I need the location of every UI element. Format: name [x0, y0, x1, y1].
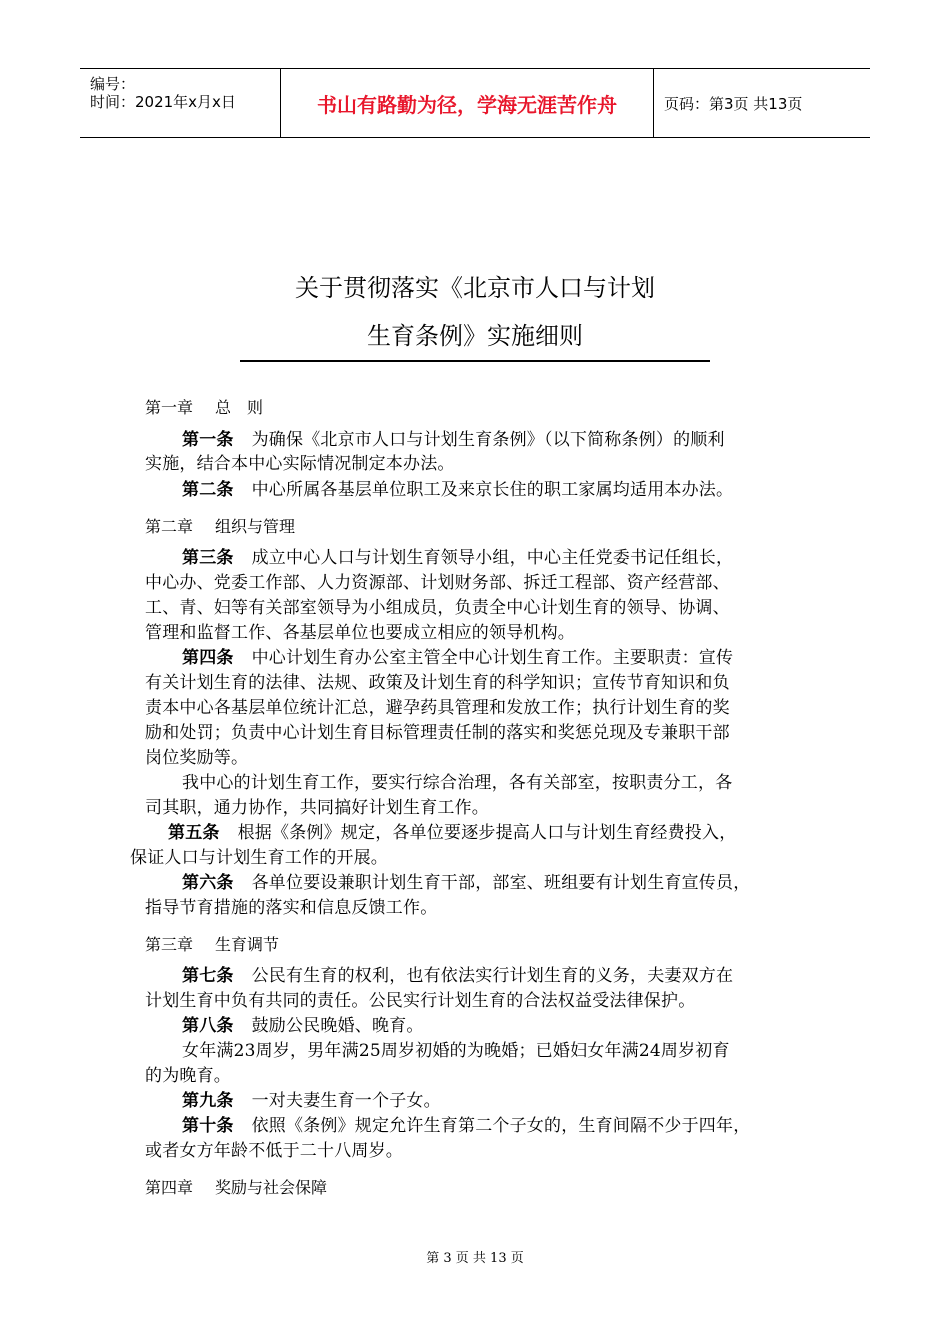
article-4	[182, 646, 842, 670]
header-divider	[653, 69, 654, 137]
article-label: 第七条	[182, 966, 234, 986]
article-text-line: 工、青、妇等有关部室领导为小组成员，负责全中心计划生育的领导、协调、	[145, 598, 730, 618]
document-title-line2: 生育条例》实施细则	[367, 322, 583, 350]
article-text-line: 实施，结合本中心实际情况制定本办法。	[145, 454, 455, 474]
article-text-line: 女年满23周岁，男年满25周岁初婚的为晚婚；已婚妇女年满24周岁初育	[182, 1041, 730, 1061]
article-text: 中心所属各基层单位职工及来京长住的职工家属均适用本办法。	[251, 480, 734, 500]
article-text-line: 的为晚育。	[145, 1066, 231, 1086]
article-label: 第三条	[182, 548, 234, 568]
article-text-line: 有关计划生育的法律、法规、政策及计划生育的科学知识；宣传节育知识和负	[145, 673, 730, 693]
article-label: 第十条	[182, 1116, 234, 1136]
article-text-line: 我中心的计划生育工作，要实行综合治理，各有关部室，按职责分工，各	[182, 773, 733, 793]
article-text: 一对夫妻生育一个子女。	[251, 1091, 441, 1111]
article-label: 第五条	[168, 823, 220, 843]
time-label: 时间：2021年x月x日	[90, 93, 236, 111]
header-page-label: 页码：第3页 共13页	[664, 94, 803, 113]
article-text: 中心计划生育办公室主管全中心计划生育工作。主要职责：宣传	[251, 648, 734, 668]
article-label: 第四条	[182, 648, 234, 668]
chapter-heading-4	[145, 1175, 327, 1198]
chapter-name: 生育调节	[215, 935, 280, 954]
article-7	[182, 964, 842, 988]
article-6	[182, 871, 842, 895]
article-text: 成立中心人口与计划生育领导小组，中心主任党委书记任组长，	[251, 548, 734, 568]
chapter-heading-3	[145, 932, 279, 955]
chapter-heading-2	[145, 514, 295, 537]
article-label: 第一条	[182, 430, 234, 450]
code-label: 编号：	[90, 75, 136, 93]
chapter-name: 组织与管理	[215, 517, 296, 536]
title-underline	[240, 360, 710, 362]
article-text-line: 司其职，通力协作，共同搞好计划生育工作。	[145, 798, 489, 818]
article-label: 第二条	[182, 480, 234, 500]
article-text: 依照《条例》规定允许生育第二个子女的，生育间隔不少于四年，	[251, 1116, 751, 1136]
chapter-name: 总 则	[215, 398, 264, 417]
article-text: 为确保《北京市人口与计划生育条例》（以下简称条例）的顺利	[251, 430, 725, 450]
chapter-name: 奖励与社会保障	[215, 1178, 328, 1197]
article-10	[182, 1114, 842, 1138]
article-text-line: 中心办、党委工作部、人力资源部、计划财务部、拆迁工程部、资产经营部、	[145, 573, 730, 593]
chapter-heading-1	[145, 395, 263, 418]
chapter-number: 第二章	[145, 517, 194, 536]
header-table	[80, 68, 870, 138]
article-9	[182, 1089, 842, 1113]
article-3	[182, 546, 842, 570]
article-label: 第六条	[182, 873, 234, 893]
article-text-line: 岗位奖励等。	[145, 748, 249, 768]
article-text-line: 管理和监督工作、各基层单位也要成立相应的领导机构。	[145, 623, 575, 643]
article-text-line: 励和处罚；负责中心计划生育目标管理责任制的落实和奖惩兑现及专兼职干部	[145, 723, 730, 743]
article-text-line: 指导节育措施的落实和信息反馈工作。	[145, 898, 438, 918]
header-motto: 书山有路勤为径，学海无涯苦作舟	[317, 92, 617, 117]
article-2	[182, 478, 842, 502]
article-text: 根据《条例》规定，各单位要逐步提高人口与计划生育经费投入，	[237, 823, 737, 843]
header-meta-cell	[80, 69, 280, 137]
article-text-line: 计划生育中负有共同的责任。公民实行计划生育的合法权益受法律保护。	[145, 991, 696, 1011]
page-footer: 第 3 页 共 13 页	[426, 1251, 524, 1266]
chapter-number: 第三章	[145, 935, 194, 954]
article-text: 公民有生育的权利，也有依法实行计划生育的义务，夫妻双方在	[251, 966, 734, 986]
article-8	[182, 1014, 842, 1038]
article-label: 第八条	[182, 1016, 234, 1036]
article-text-line: 或者女方年龄不低于二十八周岁。	[145, 1141, 403, 1161]
article-text: 各单位要设兼职计划生育干部，部室、班组要有计划生育宣传员，	[251, 873, 751, 893]
article-text-line: 责本中心各基层单位统计汇总，避孕药具管理和发放工作；执行计划生育的奖	[145, 698, 730, 718]
article-text-line: 保证人口与计划生育工作的开展。	[130, 848, 388, 868]
article-text: 鼓励公民晚婚、晚育。	[251, 1016, 424, 1036]
chapter-number: 第四章	[145, 1178, 194, 1197]
chapter-number: 第一章	[145, 398, 194, 417]
article-5	[168, 821, 828, 845]
document-title-line1: 关于贯彻落实《北京市人口与计划	[295, 274, 655, 302]
article-label: 第九条	[182, 1091, 234, 1111]
article-1	[182, 428, 842, 452]
